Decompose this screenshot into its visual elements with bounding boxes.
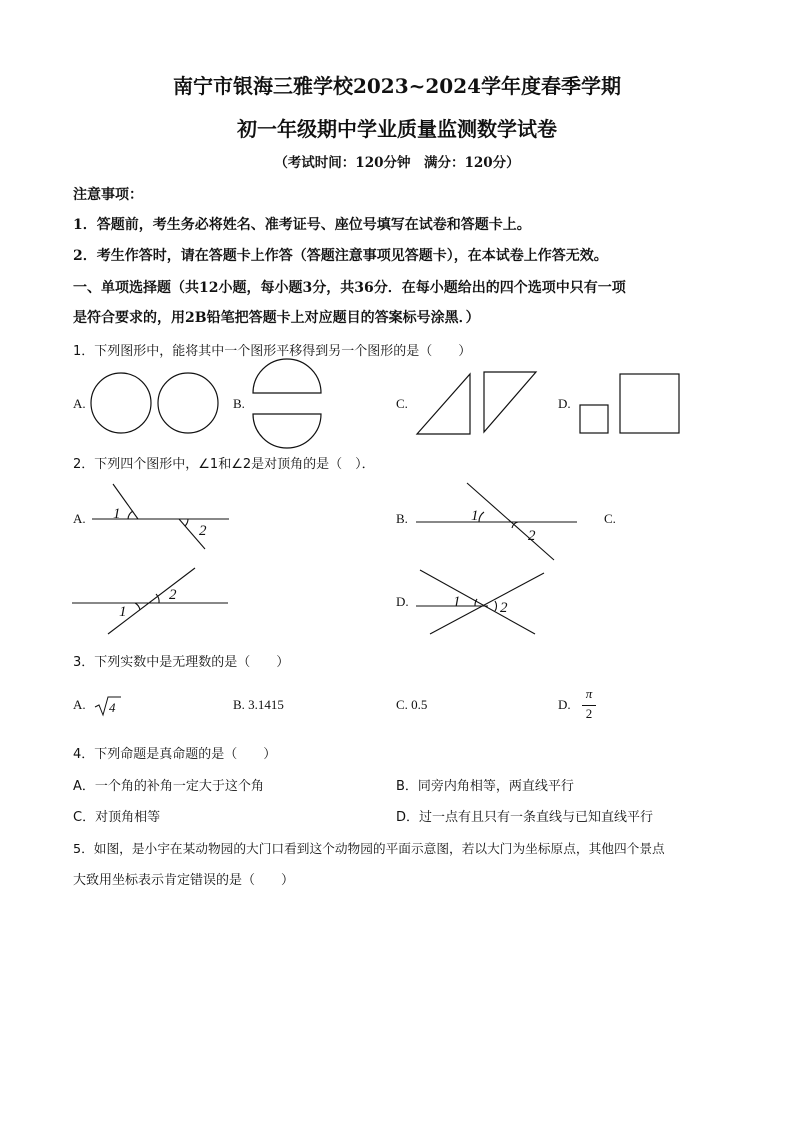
q2-option-a-label: A.	[73, 511, 86, 526]
q2b-angle-1-label: 1	[471, 508, 479, 524]
q4-option-c: C．对顶角相等	[73, 810, 161, 825]
q2d-angle-2-arc	[495, 601, 497, 611]
q2a-angle-2-arc	[185, 519, 188, 526]
q2d-angle-2-label: 2	[500, 600, 508, 616]
question-5-stem-line1: 5．如图，是小宇在某动物园的大门口看到这个动物园的平面示意图，若以大门为坐标原点，其他四个景点	[73, 841, 665, 856]
q1-option-c-label: C.	[396, 396, 408, 411]
q2c-angle-1-arc	[135, 603, 140, 610]
question-4-stem: 4．下列命题是真命题的是（ ）	[73, 747, 277, 762]
q3-fraction-denominator: 2	[585, 706, 593, 721]
q2b-angle-2-label: 2	[528, 528, 536, 544]
q2d-line-one	[420, 570, 535, 634]
q3-fraction-numerator: π	[585, 686, 593, 701]
section-1-instructions-line2: 是符合要求的，用2B铅笔把答题卡上对应题目的答案标号涂黑．）	[73, 310, 480, 326]
q4-option-d: D．过一点有且只有一条直线与已知直线平行	[396, 810, 654, 825]
q3-option-b: B. 3.1415	[233, 697, 284, 712]
q2d-angle-1-label: 1	[453, 594, 461, 610]
q2b-angle-1-arc	[479, 512, 484, 522]
q3-option-c: C. 0.5	[396, 697, 428, 712]
q2d-angle-1-arc	[475, 599, 477, 606]
exam-title-line2: 初一年级期中学业质量监测数学试卷	[237, 117, 557, 141]
q2a-angle-2-label: 2	[199, 523, 207, 539]
q1-option-b-label: B.	[233, 396, 245, 411]
q2d-line-two	[430, 573, 544, 634]
q2-option-b-label: B.	[396, 511, 408, 526]
q2-option-d-label: D.	[396, 594, 409, 609]
q2a-angle-1-label: 1	[113, 506, 121, 522]
q4-option-a: A．一个角的补角一定大于这个角	[73, 779, 264, 794]
q2c-angle-2-label: 2	[169, 587, 177, 603]
exam-subtitle: （考试时间：120分钟 满分：120分）	[274, 155, 520, 171]
q3-option-d-label: D.	[558, 697, 571, 712]
section-1-instructions-line1: 一、单项选择题（共12小题，每小题3分，共36分．在每小题给出的四个选项中只有一项	[73, 280, 626, 296]
q4-option-b: B．同旁内角相等，两直线平行	[396, 779, 574, 794]
question-1-stem: 1．下列图形中，能将其中一个图形平移得到另一个图形的是（ ）	[73, 344, 472, 359]
q1-option-d-label: D.	[558, 396, 571, 411]
notice-heading: 注意事项：	[73, 187, 143, 203]
question-2-stem: 2．下列四个图形中，∠1和∠2是对顶角的是（ ）．	[73, 457, 375, 472]
q2c-crossing-line	[108, 568, 195, 634]
notice-item-2: 2．考生作答时，请在答题卡上作答（答题注意事项见答题卡），在本试卷上作答无效。	[73, 248, 608, 264]
q3-option-a-label: A.	[73, 697, 86, 712]
q2-option-c-label: C.	[604, 511, 616, 526]
q3-sqrt-symbol	[93, 694, 123, 718]
question-3-stem: 3．下列实数中是无理数的是（ ）	[73, 655, 290, 670]
notice-item-1: 1．答题前，考生务必将姓名、准考证号、座位号填写在试卷和答题卡上。	[73, 217, 531, 233]
q1-option-a-label: A.	[73, 396, 86, 411]
q3-sqrt-radicand: 4	[109, 700, 116, 715]
exam-title-line1: 南宁市银海三雅学校2023~2024学年度春季学期	[172, 74, 622, 98]
q2a-angle-1-arc	[128, 511, 133, 519]
question-5-stem-line2: 大致用坐标表示肯定错误的是（ ）	[73, 873, 295, 888]
q2c-angle-1-label: 1	[119, 604, 127, 620]
